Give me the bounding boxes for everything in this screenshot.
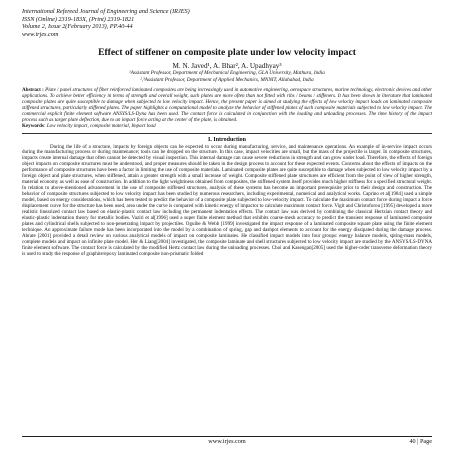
- paper-title: Effect of stiffener on composite plate under low velocity impact: [98, 47, 356, 59]
- paper-authors: M. N. Javed¹, A. Bhar², A. Upadhyay³: [172, 62, 282, 71]
- section-heading: I. Introduction: [208, 136, 246, 143]
- abstract: [22, 88, 432, 123]
- body-paragraph: During the life of a structure, impacts by foreign objects can be expected to occur during manufacturing, service, and maintenance operations. An example of in-service impact occurs during the manufacturing process or during maintenance; tools can be dropped on the structure. In this case, impact velocities are small, but the mass of the projectile is larger. In composite structures, impacts create internal damage that often cannot be detected by visual inspection. This internal damage can cause severe reductions in strength and can grow under load. Therefore, the effects of foreign object impacts on composite structures must be understood, and proper measures should be taken in the design process to account for these expected events. Concerns about the effects of impacts on the performance of composite structures have been a factor in limiting the use of composite materials. Laminated composite plates are quite susceptible to damage when subjected to low velocity impact by a foreign object and plate structures, when stiffened, attain a greater strength with a small increase of weight. Composite stiffened plate structures are efficient from the point of view of higher strength, material economy as well as ease of construction. In addition to the light weightiness obtained from composites, the stiffened system itself provides much higher stiffness for a specified structural weight. In relation to above-mentioned advancement in the use of composite stiffened structures, analysis of these systems has become an important prerequisite prior to their design and construction. The behavior of composite structures subjected to low velocity impact has been studied by numerous researchers, including experimental, numerical and analytical works. Caprino et al[1984] used a simple model, based on energy considerations, which has been tested to predict the behavior of a composite plate subjected to low-velocity impact. To calculate the maximum contact force during impact a force displacement curve for the structure has been used, area under the curve is compared with kinetic energy of impactor to calculate maximum contact force. Vigit and Christoforou [1995] developed a more realistic linearized contact law based on elastic-plastic contact law including the permanent indentation effects. The contact law was derived by combining the classical Hertzian contact theory and elastic-plastic indentation theory for metallic bodies. Vaziri et al[1996] used a super finite element method that exhibits coarse-mesh accuracy to predict the transient response of laminated composite plates and cylindrical shells subjected to non-penetrating impact by projectiles. Oguibe & Webb [1999] investigated the impact response of a laminated composite square plate using the finite element technique. An approximate failure mode has been incorporated into the model by a combination of spring, gap and dashpot elements to account for the energy dissipated during the damage process. Abrate [2001] provided a detail review on various analytical models of impact on composite laminates. He classified impact models into four groups: energy balance models, spring-mass models, complete models and impact on infinite plate model. Her & Liang[2004] investigated, the composite laminate and shell structures subjected to low velocity impact are studied by the ANSYS/LS-DYNA finite element software. The contact force is calculated by the modified Hertz contact law during the unloading processes. Choi and Kasengan[2005] used the higher-order transverse deformation theory is used to study the response of graphite/epoxy laminated composite non-prismatic folded: [22, 143, 432, 257]
- keywords-label: Keywords: [22, 122, 44, 129]
- footer-divider: [22, 436, 432, 437]
- header-divider: [22, 133, 432, 134]
- page-number: 40 | Page: [409, 438, 432, 445]
- body-text: [22, 145, 432, 258]
- journal-website: www.irjes.com: [22, 30, 59, 38]
- abstract-text: Plate / panel structures of fiber reinforced laminated composites are being increasingly used in automotive engineering, aerospace structures, marine technology, electronic devices and other applications. To achieve better efficiency in terms of strength and overall weight, such plates are more often than not fitted with ribs / beams / stiffeners. It has been shown in literature that laminated composite plates are quite susceptible to damage when subjected to low velocity impact. Hence, the present paper is aimed at studying the effects of low velocity impact loads on laminated composite stiffened structures, particularly stiffened plates. The paper highlights a computational model to analyze the behavior of stiffened plates of such composite materials subjected to low velocity impact. The commercial explicit finite element software ANSYS/LS-Dyna has been used. The contact force is calculated in conjunction with the loading and unloading processes. The time history of the impact process such as target plate deflection, due to an impact force acting at the center of the plate, is obtained.: [22, 87, 432, 123]
- journal-issn: ISSN (Online) 2319-183X, (Print) 2319-1821: [22, 15, 135, 23]
- affiliation-1: ¹Assistant Professor, Department of Mechanical Engineering, GLA University, Mathura, India: [129, 70, 325, 77]
- journal-volume: Volume 2, Issue 2(February 2013), PP.40-44: [22, 23, 133, 31]
- paper-page: [22, 8, 432, 258]
- author-affiliations: [22, 70, 432, 83]
- journal-header: [22, 8, 432, 38]
- journal-name: International Refereed Journal of Engineering and Science (IRJES): [22, 8, 190, 15]
- keywords: [22, 124, 432, 130]
- affiliation-2: ²,³Assistant Professor, Department of Applied Mechanics, MNNIT, Allahabad, India: [140, 76, 314, 83]
- abstract-label: Abstract :: [22, 87, 44, 94]
- keywords-text: : Low velocity impact, composite material, Impact load: [43, 122, 156, 129]
- footer-url: www.irjes.com: [208, 438, 246, 445]
